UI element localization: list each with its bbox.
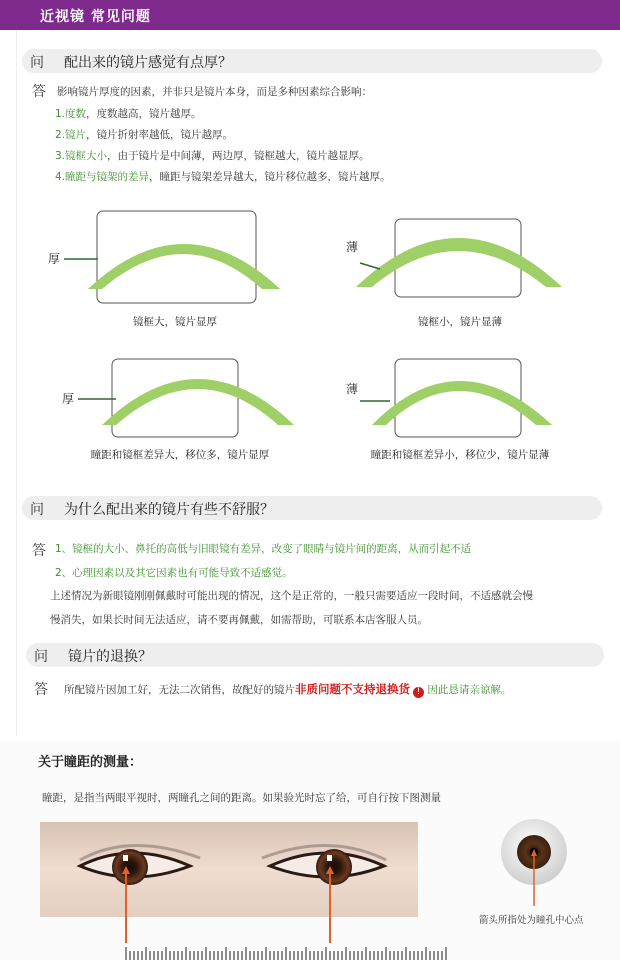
- q2-line-1: 1、镜框的大小、鼻托的高低与旧眼镜有差异，改变了眼睛与镜片间的距离，从而引起不适: [55, 543, 472, 555]
- pupil-center-diagram: [498, 818, 570, 908]
- header-title: 近视镜 常见问题: [40, 9, 151, 25]
- q1-item-4: 4.瞳距与镜架的差异，瞳距与镜架差异越大，镜片移位越多，镜片越厚。: [55, 171, 391, 183]
- q1-intro: 影响镜片厚度的因素，并非只是镜片本身，而是多种因素综合影响：: [57, 86, 372, 98]
- q1-item-2: 2.镜片，镜片折射率越低，镜片越厚。: [55, 129, 234, 141]
- question-bar-1: [22, 49, 602, 73]
- question-3-text: 镜片的退换？: [68, 649, 152, 665]
- thin-label: 薄: [346, 240, 359, 254]
- header-bar: [0, 0, 620, 30]
- q1-item-3: 3.镜框大小，由于镜片是中间薄，两边厚，镜框越大，镜片越显厚。: [55, 150, 370, 162]
- q3-answer: 所配镜片因加工好，无法二次销售，故配好的镜片非质问题不支持退换货 ! 因此恳请亲谅解。: [64, 682, 512, 697]
- diagram-1-caption: 镜框大，镜片显厚: [133, 316, 217, 328]
- pd-description: 瞳距，是指当两眼平视时，两瞳孔之间的距离。如果验光时忘了给，可自行按下图测量: [42, 792, 441, 804]
- q2-paragraph-1: 上述情况为新眼镜刚刚佩戴时可能出现的情况，这个是正常的，一般只需要适应一段时间，不适感就会慢: [50, 590, 533, 602]
- q2-line-2: 2、心理因素以及其它因素也有可能导致不适感觉。: [55, 567, 293, 579]
- eyes-photo: [40, 822, 418, 917]
- warning-icon: !: [413, 687, 424, 698]
- lens-diagram-pd-small: [340, 355, 590, 440]
- q2-paragraph-2: 慢消失，如果长时间无法适应，请不要再佩戴，如需帮助，可联系本店客服人员。: [50, 614, 428, 626]
- thin-label: 薄: [346, 382, 359, 396]
- diagram-4-caption: 瞳距和镜框差异小，移位少，镜片显薄: [370, 449, 550, 461]
- answer-label: 答: [32, 84, 46, 100]
- diagram-3-caption: 瞳距和镜框差异大，移位多，镜片显厚: [90, 449, 270, 461]
- question-label: 问: [30, 502, 44, 518]
- answer-label: 答: [32, 543, 46, 559]
- thick-label: 厚: [62, 392, 75, 406]
- question-label: 问: [30, 55, 44, 71]
- lens-diagram-pd-large: [58, 355, 308, 440]
- measuring-arrows: [40, 917, 460, 960]
- question-label: 问: [34, 649, 48, 665]
- lens-diagram-small-frame: [340, 205, 590, 310]
- lens-diagram-large-frame: [40, 205, 290, 310]
- question-bar-3: [26, 643, 604, 667]
- pd-title: 关于瞳距的测量：: [38, 755, 143, 770]
- question-bar-2: [22, 496, 602, 520]
- thick-label: 厚: [48, 252, 61, 266]
- question-1-text: 配出来的镜片感觉有点厚？: [64, 55, 232, 71]
- question-2-text: 为什么配出来的镜片有些不舒服？: [64, 502, 274, 518]
- diagram-2-caption: 镜框小，镜片显薄: [418, 316, 502, 328]
- q1-item-1: 1.度数，度数越高，镜片越厚。: [55, 108, 202, 120]
- answer-label: 答: [34, 682, 48, 698]
- pupil-caption: 箭头所指处为瞳孔中心点: [479, 915, 584, 926]
